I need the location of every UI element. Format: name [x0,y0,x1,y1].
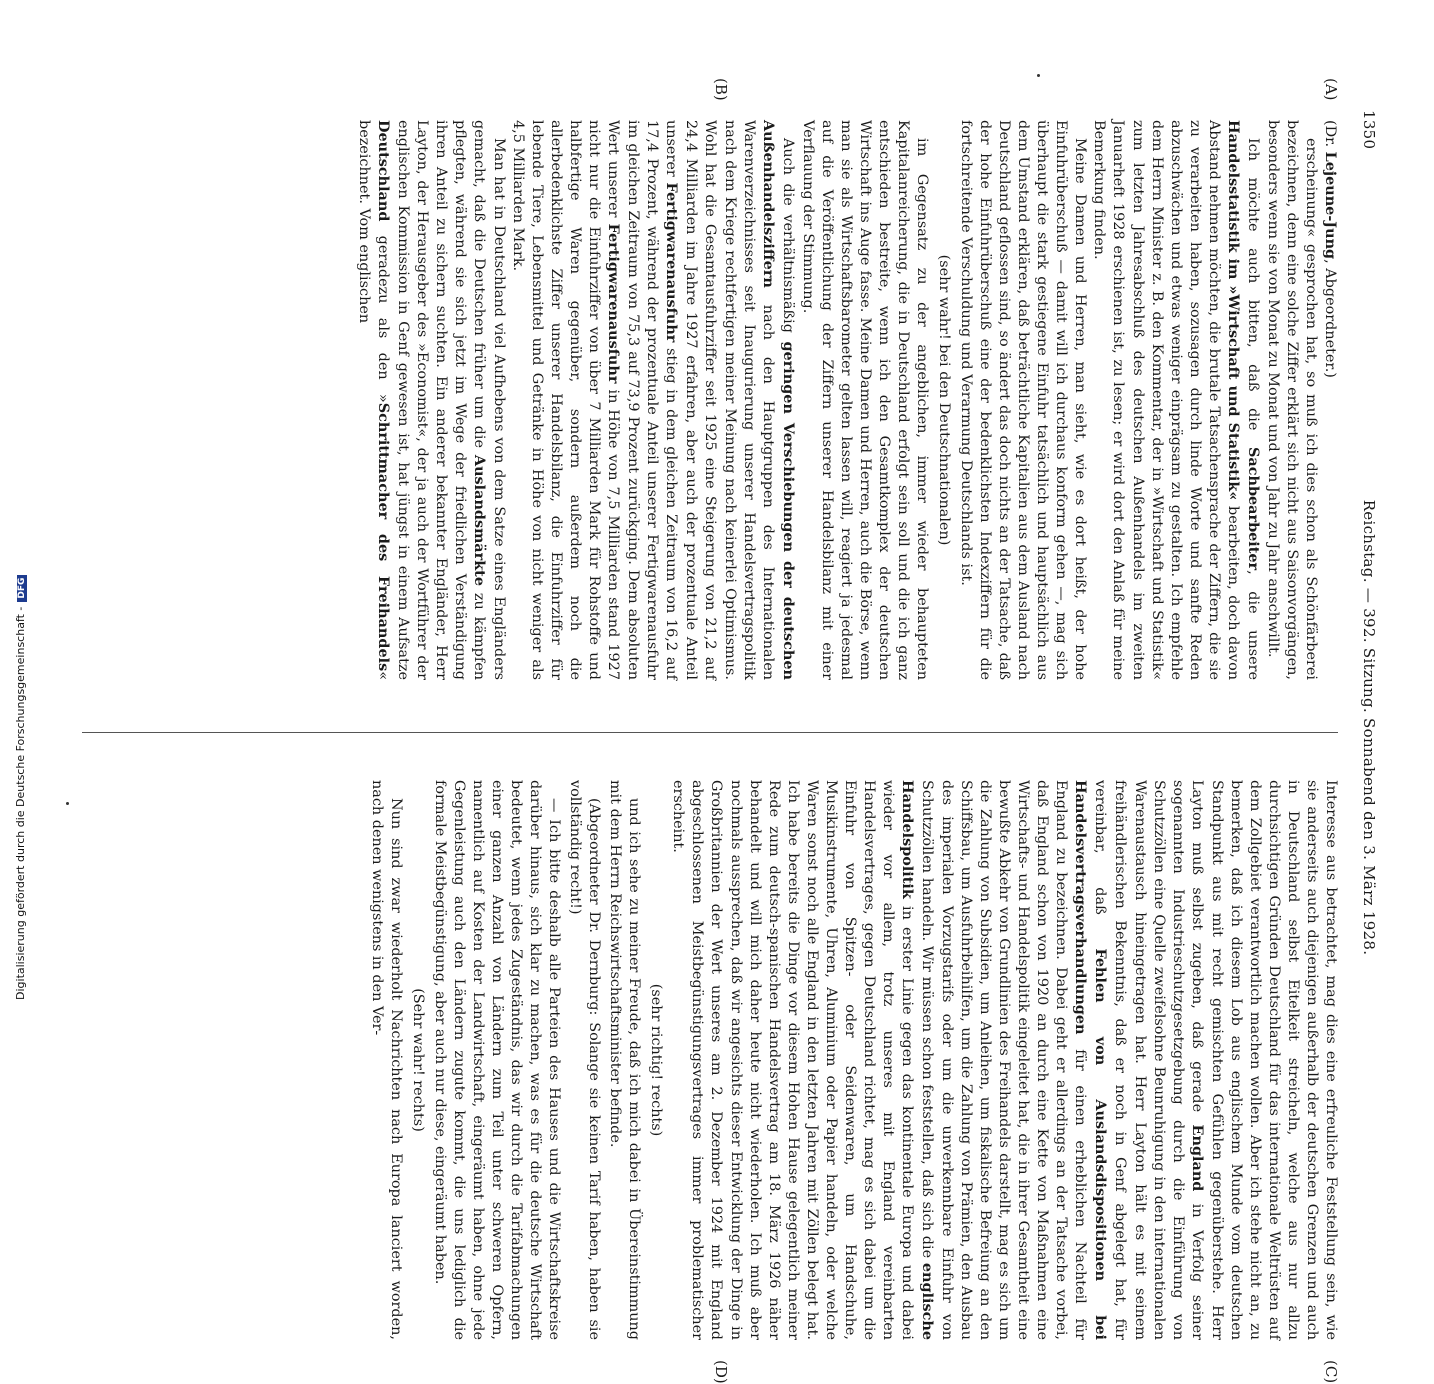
paragraph: erscheinung« gesprochen hat, so muß ich dies schon als Schönfärberei bezeichnen, denn eine solche Ziffer erklärt sich nicht aus Saisonvorgängen, besonders wenn sie von Monat zu Monat und von Jahr zu Jahr anschwillt. [1264,120,1319,680]
scan-speck [1037,74,1040,77]
paragraph: (Dr. Lejeune-Jung, Abgeordneter.) [1322,120,1339,378]
credit-text: Digitalisierung gefördert durch die Deutsche Forschungsgemeinschaft - [14,606,27,1000]
applause-note: (sehr richtig! rechts) [648,983,665,1137]
paragraph: Auch die verhältnismäßig geringen Verschiebungen der deutschen Außenhandelsziffern nach den Hauptgruppen des Internationalen Warenverzeichnisses seit Inaugurierung unserer Handelsvertragspolitik nach dem Kriege rechtfertigen meiner Meinung nach keinerlei Optimismus. Wohl hat die Gesamtausfuhrziffer seit 1925 eine Steigerung von 21,2 auf 24,4 Milliarden im Jahre 1927 erfahren, aber auch der prozentuale Anteil unserer Fertigwarenausfuhr stieg in dem gleichen Zeitraum von 16,2 auf 17,4 Prozent, während der prozentuale Anteil unserer Fertigwarenausfuhr im gleichen Zeitraum von 75,3 auf 73,9 Prozent zurückging. Dem absoluten Wert unserer Fertigwarenausfuhr in Höhe von 7,5 Milliarden stand 1927 nicht nur die Einfuhrziffer von über 7 Milliarden Mark für Rohstoffe und halbfertige Waren gegenüber, sondern außerdem noch die allerbedenklichste Ziffer unserer Handelsbilanz, die Einfuhrziffer für lebende Tiere, Lebensmittel und Getränke in Höhe von nicht weniger als 4,5 Milliarden Mark. [510,120,797,681]
applause-note: (sehr wahr! bei den Deutschnationalen) [936,254,953,546]
paragraph: im Gegensatz zu der angeblichen, immer wieder behaupteten Kapitalanreicherung, die in Deutschland erfolgt sein soll und die ich ganz entschieden bestreite, wenn ich den Gesamtkomplex der deutschen Wirtschaft ins Auge fasse. Meine Damen und Herren, auch die Börse, wenn man sie als Wirtschaftsbarometer gelten lassen will, reagiert ja jedesmal auf die Veröffentlichung der Ziffern unserer Handelsbilanz mit einer Verflauung der Stimmung. [799,120,931,680]
interjection: (Abgeordneter Dr. Dernburg: Solange sie keinen Tarif haben, haben sie vollständig recht!) [567,780,603,1340]
running-head [1350,100,1380,1355]
paragraph: Nun sind zwar wiederholt Nachrichten nach Europa lanciert worden, nach denen wenigstens in den Ver- [368,780,404,1340]
margin-marker-a: (A) [1322,78,1340,101]
digitization-credit [14,575,27,1000]
margin-marker-d: (D) [712,1360,730,1384]
running-head-title: Reichstag. — 392. Sitzung. Sonnabend den 3. März 1928. [1360,499,1378,956]
paragraph: Interesse aus betrachtet, mag dies eine erfreuliche Feststellung sein, wie sie anderseits auch diejenigen außerhalb der deutschen Grenzen und auch in Deutschland selbst Eitelkeit streicheln, welche aus nur allzu durchsichtigen Gründen Deutschland für das internationale Weltrüsten auf dem Zollgebiet verantwortlich machen wollen. Aber ich stehe nicht an, zu bemerken, daß ich diesem Lob aus englischem Munde vom deutschen Standpunkt aus mit recht gemischten Gefühlen gegenüberstehe. Herr Layton muß selbst zugeben, daß gerade England in Verfolg seiner sogenannten Industrieschutzgesetzgebung durch die Einführung von Schutzzöllen eine Quelle zweifelsohne Beunruhigung in den internationalen Warenaustausch hineingetragen hat. Herr Layton hält es mit seinem freihändlerischen Bekenntnis, daß er noch in Genf abgelegt hat, für vereinbar, daß Fehlen von Auslandsdispositionen bei Handelsvertragsverhandlungen für einen erheblichen Nachteil für England zu bezeichnen. Dabei geht er allerdings an der Tatsache vorbei, daß England schon von 1920 an durch eine Kette von Maßnahmen eine Wirtschafts- und Handelspolitik eingeleitet hat, die in ihrer Gesamtheit eine bewußte Abkehr von Grundlinien des Freihandels darstellt, mag es sich um die Zahlung von Subsidien, um Anleihen, um fiskalische Befreiung an den Schiffsbau, um Ausfuhrbeihilfen, um die Zahlung von Prämien, den Ausbau des imperialen Vorzugstarifs oder um die unverkennbare Einfuhr von Schutzzöllen handeln. Wir müssen schon feststellen, daß sich die englische Handelspolitik in erster Linie gegen das kontinentale Europa und dabei wieder vor allem, trotz unseres mit England vereinbarten Handelsvertrages, gegen Deutschland richtet, mag es sich dabei um die Einfuhr von Spitzen- oder Seidenwaren, um Handschuhe, Musikinstrumente, Uhren, Aluminium oder Papier handeln, oder welche Waren sonst noch alle England in den letzten Jahren mit Zöllen belegt hat. Ich habe bereits die Dinge vor diesem Hohen Hause gelegentlich meiner Rede zum deutsch-spanischen Handelsvertrag am 18. März 1926 näher behandelt und will mich daher heute nicht wiederholen. Ich muß aber nochmals aussprechen, daß wir angesichts dieser Entwicklung der Dinge in Großbritannien der Wert unseres am 2. Dezember 1924 mit England abgeschlossenen Meistbegünstigungsvertrages immer problematischer erscheint. [670,780,1339,1340]
column-divider [82,732,1338,733]
paragraph: Ich möchte auch bitten, daß die Sachbearbeiter, die unsere Handelsstatistik im »Wirtschaft und Statistik« bearbeiten, doch davon Abstand nehmen möchten, die brutale Tatsachensprache der Ziffern, die sie zu verarbeiten haben, sozusagen durch linde Worte und sanfte Reden abzuschwächen und etwas weniger einprägsam zu gestalten. Ich empfehle dem Herrn Minister z. B. den Kommentar, der in »Wirtschaft und Statistik« zum letzten Jahresabschluß des deutschen Außenhandels im zweiten Januarheft 1928 erschienen ist, zu lesen; er wird dort den Anlaß für meine Bemerkung finden. [1091,120,1262,681]
margin-marker-b: (B) [712,78,730,101]
applause-note: (Sehr wahr! rechts) [409,988,426,1132]
right-text-column [70,780,1340,1340]
left-text-column [70,120,1340,680]
paragraph: und ich sehe zu meiner Freude, daß ich mich dabei in Übereinstimmung mit dem Herrn Reichswirtschaftsminister befinde. [607,780,643,1340]
page-number: 1350 [1360,110,1378,150]
paragraph: — Ich bitte deshalb alle Parteien des Hauses und die Wirtschaftskreise darüber hinaus, sich klar zu machen, was es für die deutsche Wirtschaft bedeutet, wenn jedes Zugeständnis, das wir durch die Tarifabmachungen einer ganzen Anzahl von Ländern zum Teil unter schweren Opfern, namentlich auf Kosten der Landwirtschaft, eingeräumt haben, ohne jede Gegenleistung auch den Ländern zugute kommt, die uns lediglich die formale Meistbegünstigung, aber auch nur diese, eingeräumt haben. [431,780,563,1340]
paragraph: Man hat in Deutschland viel Aufhebens von dem Satze eines Engländers gemacht, daß die Deutschen früher um die Auslandsmärkte zu kämpfen pflegten, während sie sich jetzt im Wege der friedlichen Verständigung ihren Anteil zu sichern suchten. Ein anderer bekannter Engländer, Herr Layton, der Herausgeber des »Economist«, der ja auch der Wortführer der englischen Kommission in Genf gewesen ist, hat jüngst in einem Aufsatze Deutschland geradezu als den »Schrittmacher des Freihandels« bezeichnet. Vom englischen [355,120,507,680]
margin-marker-c: (C) [1322,1360,1340,1384]
rotated-document-page [62,78,1380,1384]
paragraph: Meine Damen und Herren, man sieht, wie es dort heißt, der hohe Einfuhrüberschuß — damit will ich durchaus konform gehen —, mag sich überhaupt die stark gestiegene Einfuhr tatsächlich und hauptsächlich aus dem Umstand erklären, daß beträchtliche Kapitalien aus dem Ausland nach Deutschland geflossen sind, so ändert das doch nichts an der Tatsache, daß der hohe Einfuhrüberschuß eine der bedenklichsten Indexziffern für die fortschreitende Verschuldung und Verarmung Deutschlands ist. [958,120,1089,680]
scan-speck [66,802,69,805]
dfg-logo: DFG [17,575,27,602]
